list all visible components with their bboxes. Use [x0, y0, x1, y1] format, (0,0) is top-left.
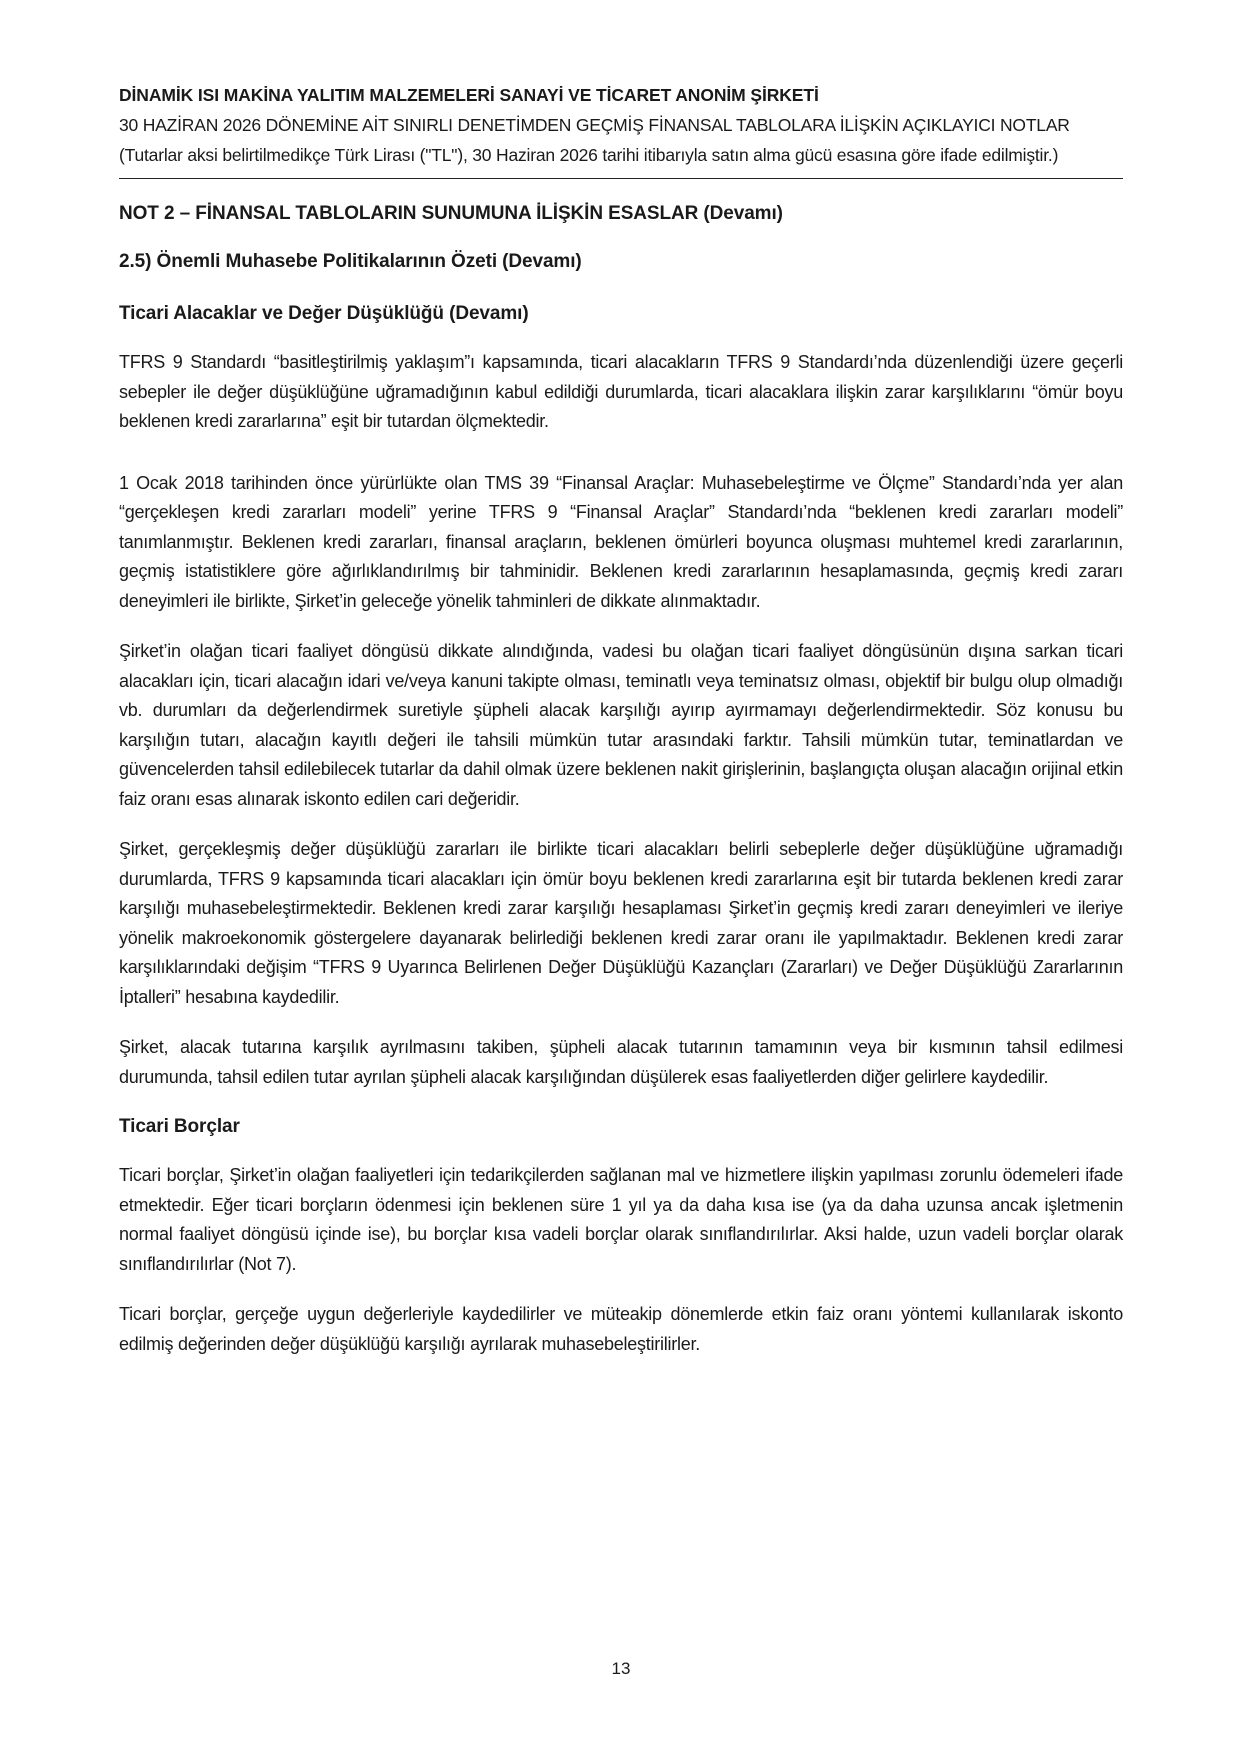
- currency-note: (Tutarlar aksi belirtilmedikçe Türk Lirası ("TL"), 30 Haziran 2026 tarihi itibarıyla satın alma gücü esasına göre ifade edilmiştir.): [119, 145, 1059, 165]
- paragraph: Ticari borçlar, gerçeğe uygun değerleriyle kaydedilirler ve müteakip dönemlerde etkin faiz oranı yöntemi kullanılarak iskonto edilmiş değerinden değer düşüklüğü karşılığı ayrılarak muhasebeleştirilirler.: [119, 1304, 1123, 1354]
- page-content: [119, 200, 1123, 1380]
- paragraph: 1 Ocak 2018 tarihinden önce yürürlükte olan TMS 39 “Finansal Araçlar: Muhasebeleştirme ve Ölçme” Standardı’nda yer alan “gerçekleşen kredi zararları modeli” yerine TFRS 9 “Finansal Araçlar” Standardı’nda “beklenen kredi zararları modeli” tanımlanmıştır. Beklenen kredi zararları, finansal araçların, beklenen ömürleri boyunca oluşması muhtemel kredi zararlarının, geçmiş istatistiklere göre ağırlıklandırılmış bir tahminidir. Beklenen kredi zararlarının hesaplamasında, geçmiş kredi zararı deneyimleri ile birlikte, Şirket’in geleceğe yönelik tahminleri de dikkate alınmaktadır.: [119, 472, 1123, 611]
- paragraph: Şirket’in olağan ticari faaliyet döngüsü dikkate alındığında, vadesi bu olağan ticari faaliyet döngüsünün dışına sarkan ticari alacakları için, ticari alacağın idari ve/veya kanuni takipte olması, teminatlı veya teminatsız olması, objektif bir bulgu olup olmadığı vb. durumları da değerlendirmek suretiyle şüpheli alacak karşılığı ayırıp ayırmamayı değerlendirmektedir. Söz konusu bu karşılığın tutarı, alacağın kayıtlı değeri ile tahsili mümkün tutar arasındaki farktır. Tahsili mümkün tutar, teminatlardan ve güvencelerden tahsil edilebilecek tutarlar da dahil olmak üzere beklenen nakit girişlerinin, başlangıçta oluşan alacağın orijinal etkin faiz oranı esas alınarak iskonto edilen cari değeridir.: [119, 641, 1123, 809]
- paragraph: TFRS 9 Standardı “basitleştirilmiş yaklaşım”ı kapsamında, ticari alacakların TFRS 9 Standardı’nda düzenlendiği üzere geçerli sebepler ile değer düşüklüğüne uğramadığının kabul edildiği durumlarda, ticari alacaklara ilişkin zarar karşılıklarını “ömür boyu beklenen kredi zararlarına” eşit bir tutardan ölçmektedir.: [119, 352, 1123, 431]
- page-number: 13: [611, 1659, 631, 1678]
- note-heading: NOT 2 – FİNANSAL TABLOLARIN SUNUMUNA İLİŞKİN ESASLAR (Devamı): [119, 203, 783, 224]
- report-subtitle: 30 HAZİRAN 2026 DÖNEMİNE AİT SINIRLI DENETİMDEN GEÇMİŞ FİNANSAL TABLOLARA İLİŞKİN AÇIKLAYICI NOTLAR: [119, 115, 1070, 135]
- section-heading: 2.5) Önemli Muhasebe Politikalarının Özeti (Devamı): [119, 251, 582, 272]
- company-name: DİNAMİK ISI MAKİNA YALITIM MALZEMELERİ SANAYİ VE TİCARET ANONİM ŞİRKETİ: [119, 85, 819, 105]
- document-page: [119, 0, 1123, 1755]
- trade-receivables-heading: Ticari Alacaklar ve Değer Düşüklüğü (Devamı): [119, 303, 529, 324]
- page-header: [119, 80, 1123, 179]
- trade-payables-heading: Ticari Borçlar: [119, 1116, 240, 1137]
- paragraph: Şirket, gerçekleşmiş değer düşüklüğü zararları ile birlikte ticari alacakları belirli sebeplerle değer düşüklüğüne uğramadığı durumlarda, TFRS 9 kapsamında ticari alacakları için ömür boyu beklenen kredi zararlarına eşit bir tutarda beklenen kredi zarar karşılığı muhasebeleştirmektedir. Beklenen kredi zarar karşılığı hesaplaması Şirket’in geçmiş kredi zararı deneyimleri ve ileriye yönelik makroekonomik göstergelere dayanarak belirlediği beklenen kredi zarar oranı ile yapılmaktadır. Beklenen kredi zarar karşılıklarındaki değişim “TFRS 9 Uyarınca Belirlenen Değer Düşüklüğü Kazançları (Zararları) ve Değer Düşüklüğü Zararlarının İptalleri” hesabına kaydedilir.: [119, 839, 1123, 1007]
- paragraph: Şirket, alacak tutarına karşılık ayrılmasını takiben, şüpheli alacak tutarının tamamının veya bir kısmının tahsil edilmesi durumunda, tahsil edilen tutar ayrılan şüpheli alacak karşılığından düşülerek esas faaliyetlerden diğer gelirlere kaydedilir.: [119, 1037, 1123, 1087]
- paragraph: Ticari borçlar, Şirket’in olağan faaliyetleri için tedarikçilerden sağlanan mal ve hizmetlere ilişkin yapılması zorunlu ödemeleri ifade etmektedir. Eğer ticari borçların ödenmesi için beklenen süre 1 yıl ya da daha kısa ise (ya da daha uzunsa ancak işletmenin normal faaliyet döngüsü içinde ise), bu borçlar kısa vadeli borçlar olarak sınıflandırılırlar. Aksi halde, uzun vadeli borçlar olarak sınıflandırılırlar (Not 7).: [119, 1165, 1123, 1274]
